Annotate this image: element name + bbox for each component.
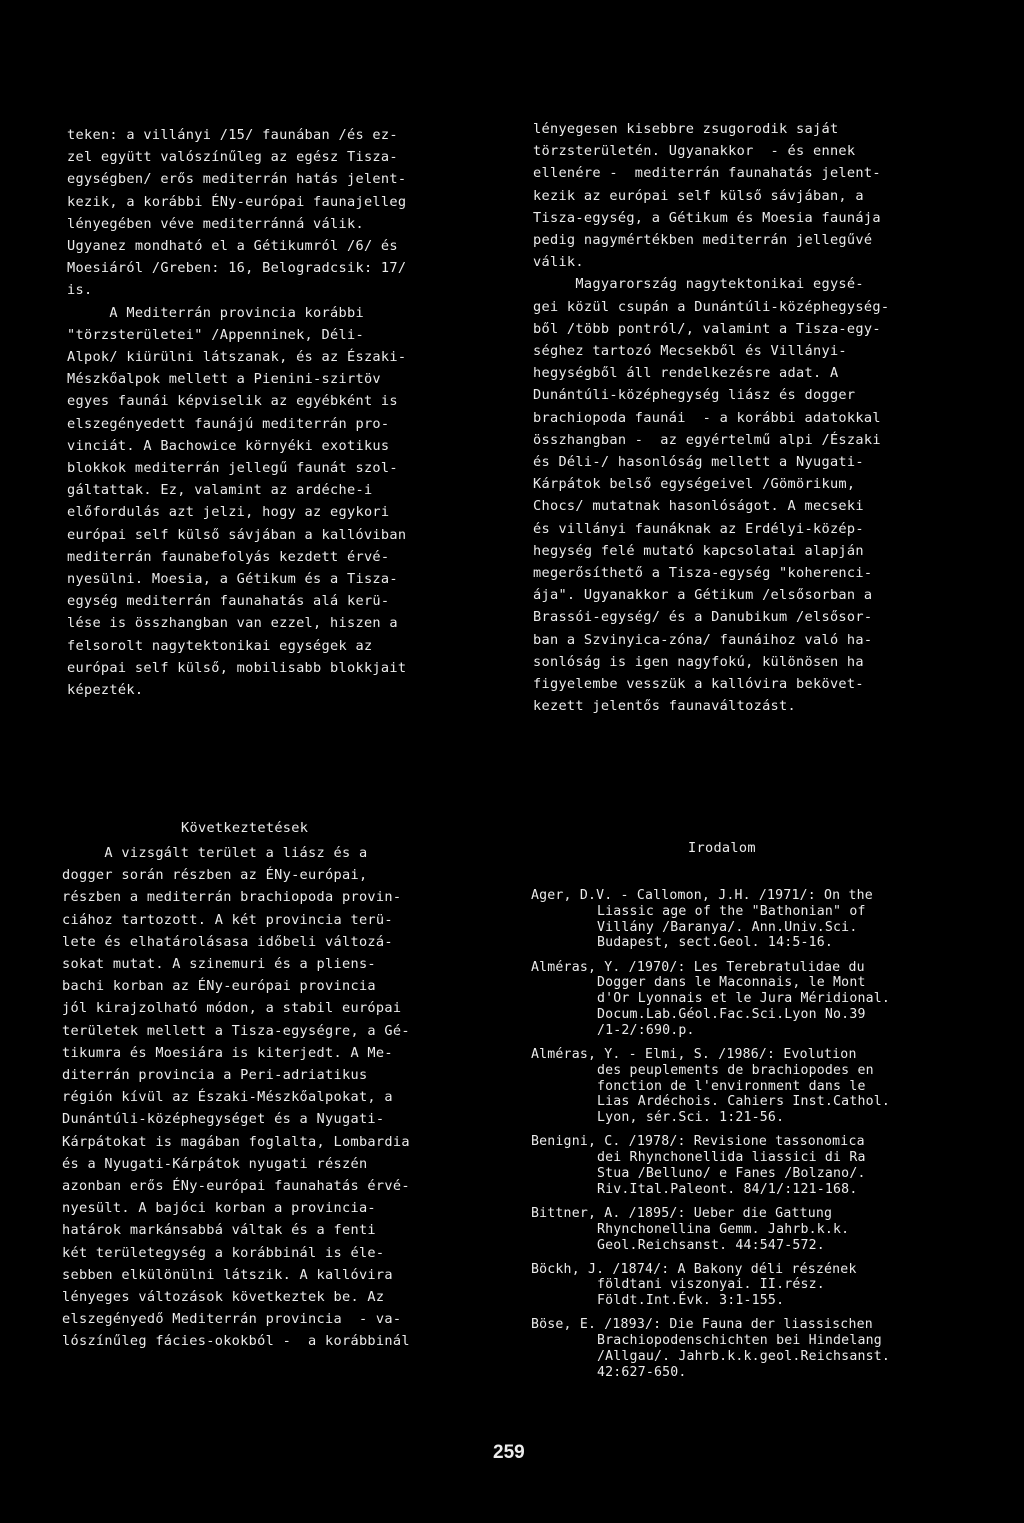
- text-line: elszegényedő Mediterrán provincia - va-: [62, 1311, 402, 1328]
- reference-line: Lyon, sér.Sci. 1:21-56.: [597, 1110, 785, 1126]
- text-line: azonban erős ÉNy-európai faunahatás érvé-: [62, 1178, 410, 1195]
- reference-line: Dogger dans le Maconnais, le Mont: [597, 975, 866, 991]
- text-line: nyesült. A bajóci korban a provincia-: [62, 1200, 376, 1217]
- text-line: egység mediterrán faunahatás alá kerü-: [67, 593, 390, 610]
- text-line: kezett jelentős faunaváltozást.: [533, 698, 797, 715]
- text-line: Chocs/ mutatnak hasonlóságot. A mecseki: [533, 498, 864, 515]
- text-line: felsorolt nagytektonikai egységek az: [67, 637, 373, 654]
- conclusions-heading: Következtetések: [181, 820, 309, 836]
- reference-entry: [531, 1134, 890, 1197]
- text-line: Mészkőalpok mellett a Pienini-szirtöv: [67, 371, 381, 388]
- text-line: is.: [67, 282, 93, 299]
- text-line: hegységből áll rendelkezésre adat. A: [533, 365, 839, 382]
- reference-line: Földt.Int.Évk. 3:1-155.: [597, 1293, 785, 1309]
- text-line: törzsterületén. Ugyanakkor - és ennek: [533, 143, 856, 160]
- text-line: pedig nagymértékben mediterrán jellegűvé: [533, 232, 873, 249]
- text-line: határok markánsabbá váltak és a fenti: [62, 1222, 376, 1239]
- text-line: Dunántúli-középhegység liász és dogger: [533, 387, 856, 404]
- text-line: és Déli-/ hasonlóság mellett a Nyugati-: [533, 454, 864, 471]
- text-line: A Mediterrán provincia korábbi: [67, 304, 364, 321]
- reference-entry: [531, 1047, 890, 1126]
- reference-entry: [531, 888, 890, 951]
- conclusions-text: [62, 842, 410, 1353]
- reference-line: fonction de l'environment dans le: [597, 1078, 866, 1094]
- reference-line: dei Rhynchonellida liassici di Ra: [597, 1150, 866, 1166]
- text-line: séghez tartozó Mecsekből és Villányi-: [533, 343, 847, 360]
- text-line: egyes faunái képviselik az egyébként is: [67, 393, 398, 410]
- reference-entry: [531, 1317, 890, 1380]
- text-line: egységben/ erős mediterrán hatás jelent-: [67, 171, 407, 188]
- text-line: Ugyanez mondható el a Gétikumról /6/ és: [67, 238, 398, 255]
- reference-line: Bittner, A. /1895/: Ueber die Gattung: [531, 1205, 833, 1221]
- text-line: A vizsgált terület a liász és a: [62, 845, 368, 861]
- text-line: ája". Ugyanakkor a Gétikum /elsősorban a: [533, 587, 873, 604]
- text-line: ban a Szvinyica-zóna/ faunáihoz való ha-: [533, 631, 873, 648]
- text-line: területek mellett a Tisza-egységre, a Gé-: [62, 1022, 410, 1039]
- reference-line: Docum.Lab.Géol.Fac.Sci.Lyon No.39: [597, 1006, 866, 1022]
- text-line: és a Nyugati-Kárpátok nyugati részén: [62, 1155, 368, 1172]
- text-line: tikumra és Moesiára is kiterjedt. A Me-: [62, 1044, 393, 1061]
- text-line: ből /több pontról/, valamint a Tisza-egy-: [533, 320, 881, 337]
- reference-line: des peuplements de brachiopodes en: [597, 1062, 874, 1078]
- text-line: gei közül csupán a Dunántúli-középhegység-: [533, 298, 890, 315]
- reference-line: Villány /Baranya/. Ann.Univ.Sci.: [597, 919, 858, 935]
- reference-line: /1-2/:690.p.: [597, 1022, 695, 1038]
- text-line: lényeges változások következtek be. Az: [62, 1289, 385, 1306]
- text-line: régión kívül az Északi-Mészkőalpokat, a: [62, 1089, 393, 1106]
- reference-line: Riv.Ital.Paleont. 84/1/:121-168.: [597, 1181, 858, 1197]
- text-line: Kárpátok belső egységeivel /Gömörikum,: [533, 476, 856, 493]
- page-number: 259: [493, 1442, 525, 1463]
- reference-entry: [531, 1262, 890, 1309]
- reference-line: Benigni, C. /1978/: Revisione tassonomica: [531, 1134, 865, 1150]
- reference-line: Böse, E. /1893/: Die Fauna der liassischen: [531, 1317, 873, 1333]
- reference-line: Lias Ardéchois. Cahiers Inst.Cathol.: [597, 1094, 891, 1110]
- text-line: bachi korban az ÉNy-európai provincia: [62, 978, 376, 995]
- text-line: Moesiáról /Greben: 16, Belogradcsik: 17/: [67, 260, 407, 277]
- reference-line: Böckh, J. /1874/: A Bakony déli részének: [531, 1261, 857, 1277]
- text-line: "törzsterületei" /Appenninek, Déli-: [67, 326, 364, 343]
- reference-list: [531, 888, 890, 1389]
- references-heading: Irodalom: [688, 840, 756, 856]
- text-line: elszegényedett faunájú mediterrán pro-: [67, 415, 390, 432]
- reference-line: Budapest, sect.Geol. 14:5-16.: [597, 935, 834, 951]
- text-line: lényegében véve mediterránná válik.: [67, 215, 364, 232]
- text-line: európai self külső sávjában a kallóviban: [67, 526, 407, 543]
- text-line: Alpok/ kiürülni látszanak, és az Északi-: [67, 349, 407, 366]
- text-line: Brassói-egység/ és a Danubikum /elsősor-: [533, 609, 873, 626]
- text-line: hegység felé mutató kapcsolatai alapján: [533, 542, 864, 559]
- text-line: lete és elhatárolásasa időbeli változá-: [62, 933, 393, 950]
- text-line: jól kirajzolható módon, a stabil európai: [62, 1000, 402, 1017]
- text-line: diterrán provincia a Peri-adriatikus: [62, 1067, 368, 1084]
- reference-line: Stua /Belluno/ e Fanes /Bolzano/.: [597, 1165, 866, 1181]
- left-column-top-text: [67, 124, 406, 701]
- text-line: nyesülni. Moesia, a Gétikum és a Tisza-: [67, 571, 398, 588]
- reference-line: Rhynchonellina Gemm. Jahrb.k.k.: [597, 1221, 850, 1237]
- text-line: lényegesen kisebbre zsugorodik saját: [533, 121, 839, 137]
- text-line: sebben elkülönülni látszik. A kallóvira: [62, 1266, 393, 1283]
- text-line: kezik, a korábbi ÉNy-európai faunajelleg: [67, 193, 407, 210]
- text-line: ellenére - mediterrán faunahatás jelent-: [533, 165, 881, 182]
- text-line: mediterrán faunabefolyás kezdett érvé-: [67, 548, 390, 565]
- text-line: és villányi faunáknak az Erdélyi-közép-: [533, 520, 864, 537]
- text-line: lése is összhangban van ezzel, hiszen a: [67, 615, 398, 632]
- text-line: vinciát. A Bachowice környéki exotikus: [67, 437, 390, 454]
- text-line: európai self külső, mobilisabb blokkjait: [67, 659, 407, 676]
- text-line: sonlóság is igen nagyfokú, különösen ha: [533, 653, 864, 670]
- text-line: teken: a villányi /15/ faunában /és ez-: [67, 127, 398, 143]
- reference-line: földtani viszonyai. II.rész.: [597, 1277, 825, 1293]
- reference-line: Alméras, Y. /1970/: Les Terebratulidae du: [531, 959, 865, 975]
- reference-line: d'Or Lyonnais et le Jura Méridional.: [597, 991, 891, 1007]
- text-line: válik.: [533, 254, 584, 271]
- text-line: Tisza-egység, a Gétikum és Moesia faunája: [533, 209, 881, 226]
- text-line: lószínűleg fácies-okokból - a korábbinál: [62, 1333, 410, 1350]
- text-line: gáltattak. Ez, valamint az ardéche-i: [67, 482, 373, 499]
- text-line: figyelembe vesszük a kallóvira bekövet-: [533, 676, 864, 693]
- text-line: brachiopoda faunái - a korábbi adatokkal: [533, 409, 881, 426]
- text-line: két területegység a korábbinál is éle-: [62, 1244, 385, 1261]
- text-line: ciához tartozott. A két provincia terü-: [62, 911, 393, 928]
- text-line: blokkok mediterrán jellegű faunát szol-: [67, 460, 398, 477]
- reference-line: /Allgau/. Jahrb.k.k.geol.Reichsanst.: [597, 1349, 891, 1365]
- reference-line: 42:627-650.: [597, 1364, 687, 1380]
- reference-line: Brachiopodenschichten bei Hindelang: [597, 1333, 882, 1349]
- text-line: kezik az európai self külső sávjában, a: [533, 187, 864, 204]
- text-line: Magyarország nagytektonikai egysé-: [533, 276, 864, 293]
- right-column-top-text: [533, 118, 889, 717]
- text-line: Kárpátokat is magában foglalta, Lombardia: [62, 1133, 410, 1150]
- text-line: összhangban - az egyértelmű alpi /Északi: [533, 431, 881, 448]
- text-line: zel együtt valószínűleg az egész Tisza-: [67, 149, 398, 166]
- reference-line: Geol.Reichsanst. 44:547-572.: [597, 1237, 825, 1253]
- text-line: részben a mediterrán brachiopoda provin-: [62, 889, 402, 906]
- text-line: megerősíthető a Tisza-egység "koherenci-: [533, 565, 873, 582]
- reference-line: Ager, D.V. - Callomon, J.H. /1971/: On the: [531, 888, 873, 903]
- reference-entry: [531, 1206, 890, 1253]
- text-line: előfordulás azt jelzi, hogy az egykori: [67, 504, 390, 521]
- reference-entry: [531, 960, 890, 1039]
- reference-line: Alméras, Y. - Elmi, S. /1986/: Evolution: [531, 1046, 857, 1062]
- text-line: Dunántúli-középhegységet és a Nyugati-: [62, 1111, 385, 1128]
- text-line: sokat mutat. A szinemuri és a pliens-: [62, 956, 376, 973]
- text-line: képezték.: [67, 682, 144, 699]
- text-line: dogger során részben az ÉNy-európai,: [62, 867, 368, 884]
- reference-line: Liassic age of the "Bathonian" of: [597, 903, 866, 919]
